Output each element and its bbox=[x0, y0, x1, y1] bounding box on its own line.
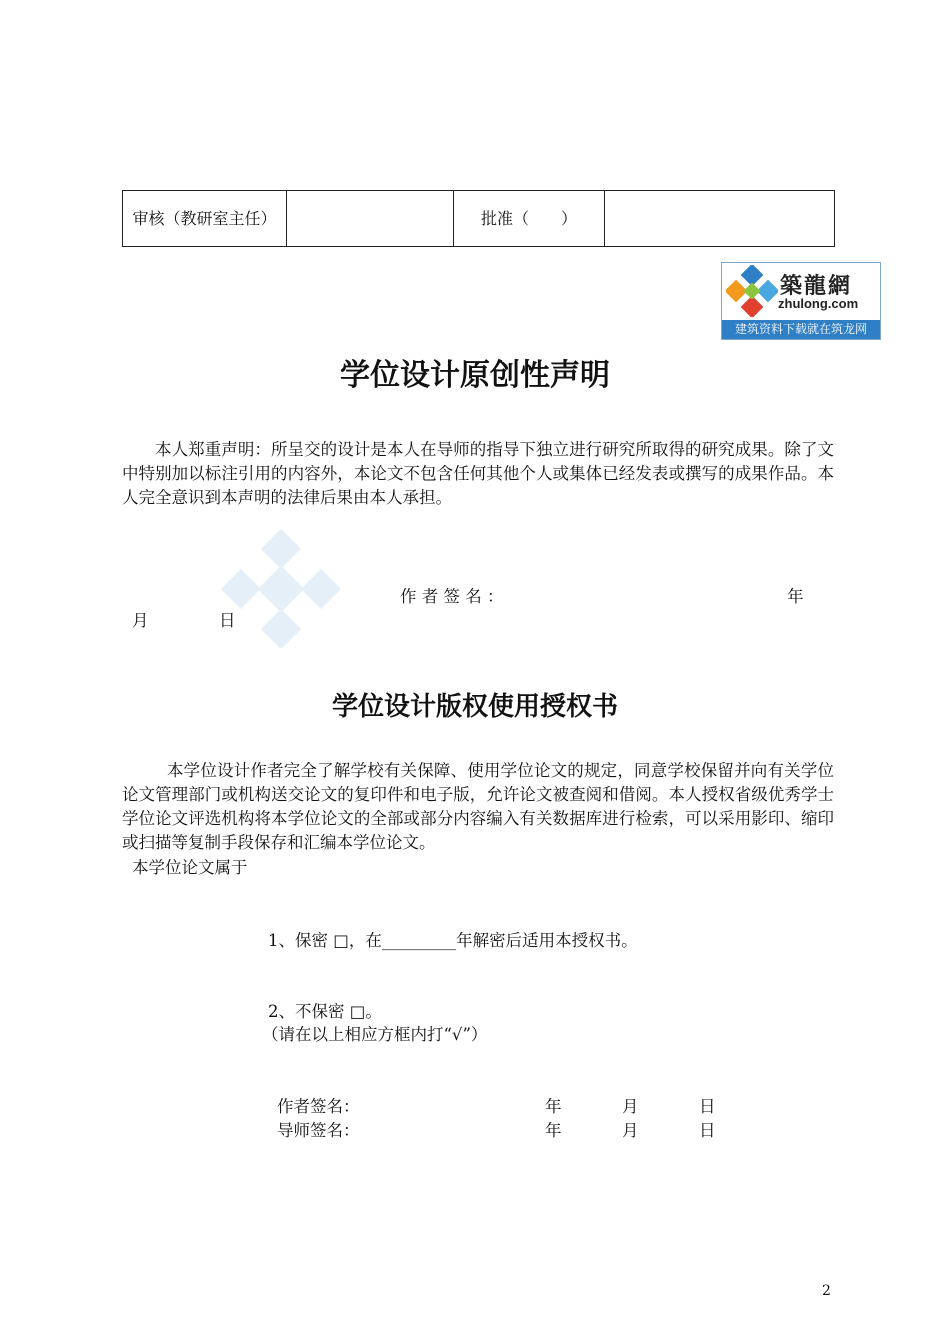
author-year: 年 bbox=[545, 1097, 562, 1116]
checkbox-note: （请在以上相应方框内打“√”） bbox=[262, 1025, 488, 1044]
declaration-signature-label: 作 者 签 名 ： bbox=[400, 587, 504, 606]
review-value bbox=[287, 191, 454, 247]
logo-name: 築龍網 bbox=[780, 274, 853, 299]
authorization-title: 学位设计版权使用授权书 bbox=[331, 692, 618, 722]
logo-slogan: 建筑资料下载就在筑龙网 bbox=[722, 320, 880, 339]
advisor-year: 年 bbox=[545, 1121, 562, 1140]
logo-emblem-icon bbox=[726, 265, 778, 317]
declaration-day: 日 bbox=[219, 611, 236, 630]
zhulong-logo bbox=[721, 262, 881, 340]
option-confidential: 1、保密 □，在_________年解密后适用本授权书。 bbox=[268, 931, 638, 950]
watermark-icon bbox=[222, 530, 340, 648]
approve-value bbox=[605, 191, 835, 247]
advisor-day: 日 bbox=[699, 1121, 716, 1140]
declaration-body: 本人郑重声明：所呈交的设计是本人在导师的指导下独立进行研究所取得的研究成果。除了文中特别加以标注引用的内容外，本论文不包含任何其他个人或集体已经发表或撰写的成果作品。本人完全意识到本声明的法律后果由本人承担。 bbox=[122, 440, 834, 507]
declaration-title: 学位设计原创性声明 bbox=[340, 358, 610, 393]
authorization-body: 本学位设计作者完全了解学校有关保障、使用学位论文的规定，同意学校保留并向有关学位论文管理部门或机构送交论文的复印件和电子版，允许论文被查阅和借阅。本人授权省级优秀学士学位论文评选机构将本学位论文的全部或部分内容编入有关数据库进行检索，可以采用影印、缩印或扫描等复制手段保存和汇编本学位论文。 bbox=[122, 761, 834, 852]
author-day: 日 bbox=[699, 1097, 716, 1116]
author-month: 月 bbox=[622, 1097, 639, 1116]
page-number: 2 bbox=[822, 1283, 831, 1299]
logo-url: zhulong.com bbox=[778, 296, 859, 311]
advisor-signature-label: 导师签名： bbox=[277, 1121, 360, 1140]
authorization-belongs: 本学位论文属于 bbox=[132, 858, 248, 877]
review-label: 审核（教研室主任） bbox=[123, 191, 287, 247]
author-signature-label: 作者签名： bbox=[277, 1097, 360, 1116]
approval-table bbox=[122, 190, 835, 247]
approve-label: 批准（ ） bbox=[454, 191, 605, 247]
declaration-month: 月 bbox=[132, 611, 149, 630]
option-not-confidential: 2、不保密 □。 bbox=[268, 1002, 382, 1021]
declaration-year: 年 bbox=[787, 587, 804, 606]
advisor-month: 月 bbox=[622, 1121, 639, 1140]
